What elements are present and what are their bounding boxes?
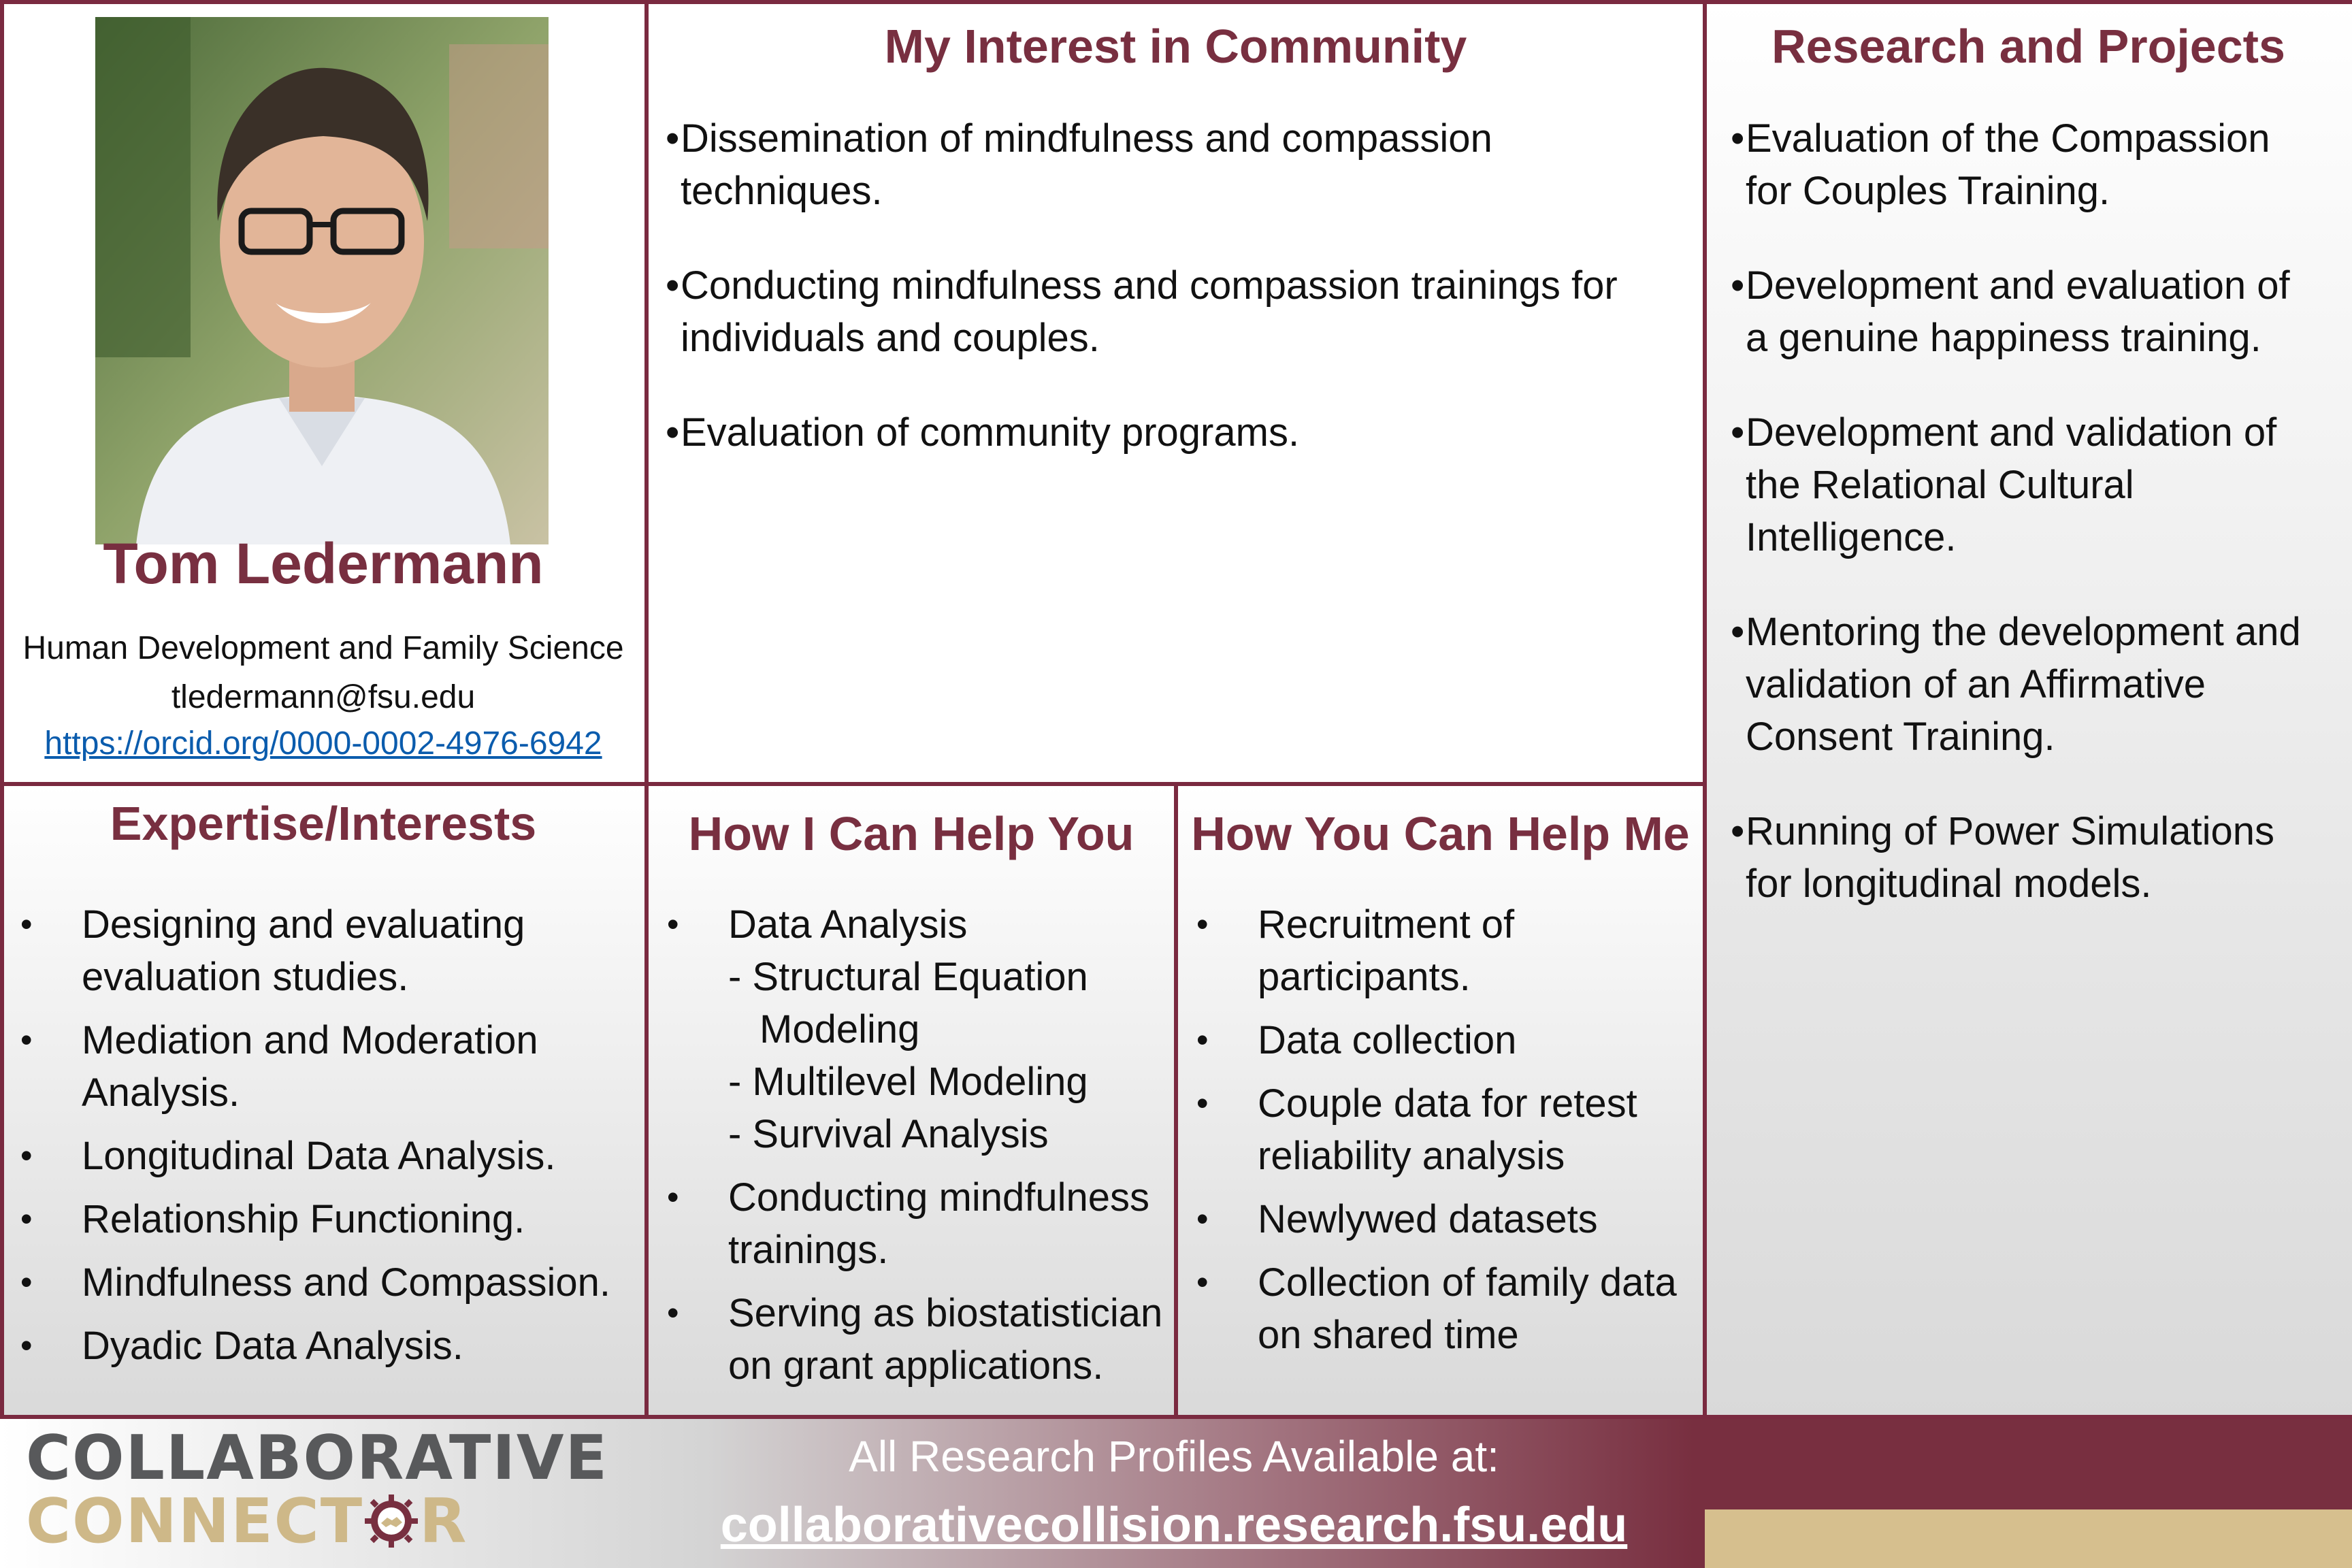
research-section [1705, 0, 2352, 1416]
list-item: • Recruitment of participants. [1196, 898, 1700, 1003]
expertise-section [0, 786, 647, 1416]
list-item: • Running of Power Simulations for longitudinal models. [1731, 805, 2343, 910]
help-me-section [1176, 786, 1705, 1416]
footer-gold-bar [1705, 1509, 2352, 1568]
list-item: • Mentoring the development and validation of an Affirmative Consent Training. [1731, 606, 2343, 763]
list-item: • Dyadic Data Analysis. [20, 1320, 633, 1372]
list-item: • Data Analysis - Structural Equation Modeling - Multilevel Modeling - Survival Analysis [667, 898, 1171, 1160]
profile-name: Tom Ledermann [103, 532, 544, 595]
expertise-title: Expertise/Interests [110, 797, 537, 850]
list-item: • Conducting mindfulness trainings. [667, 1171, 1171, 1276]
help-me-title: How You Can Help Me [1191, 807, 1690, 860]
expertise-list [20, 898, 633, 1383]
footer-tagline: All Research Profiles Available at: [849, 1432, 1499, 1481]
footer-url-link[interactable]: collaborativecollision.research.fsu.edu [720, 1498, 1628, 1552]
list-item: • Evaluation of community programs. [666, 406, 1686, 459]
list-item: • Couple data for retest reliability analysis [1196, 1077, 1700, 1182]
profile-email[interactable]: tledermann@fsu.edu [171, 679, 476, 715]
list-item: • Designing and evaluating evaluation studies. [20, 898, 633, 1003]
help-you-section [647, 786, 1176, 1416]
help-you-title: How I Can Help You [688, 807, 1134, 860]
research-title: Research and Projects [1771, 20, 2285, 73]
collaborative-connector-logo [26, 1422, 608, 1557]
help-me-list [1196, 898, 1700, 1372]
help-you-list [667, 898, 1171, 1403]
community-list [666, 112, 1686, 501]
list-item: • Evaluation of the Compassion for Couples Training. [1731, 112, 2343, 217]
list-item: • Dissemination of mindfulness and compassion techniques. [666, 112, 1686, 217]
profile-photo [95, 17, 549, 544]
list-item: • Data collection [1196, 1014, 1700, 1066]
list-item: • Relationship Functioning. [20, 1193, 633, 1245]
gear-handshake-icon [365, 1494, 418, 1548]
list-item: • Mediation and Moderation Analysis. [20, 1014, 633, 1119]
list-item: • Mindfulness and Compassion. [20, 1256, 633, 1309]
list-item: • Conducting mindfulness and compassion trainings for individuals and couples. [666, 259, 1686, 364]
research-list [1731, 112, 2343, 952]
list-item: • Collection of family data on shared time [1196, 1256, 1700, 1361]
profile-department: Human Development and Family Science [22, 630, 624, 666]
logo-line2: CONNECT R [26, 1486, 468, 1557]
list-item: • Development and validation of the Relational Cultural Intelligence. [1731, 406, 2343, 564]
community-section [647, 0, 1705, 783]
community-title: My Interest in Community [884, 20, 1467, 73]
list-item: • Longitudinal Data Analysis. [20, 1130, 633, 1182]
list-item: • Development and evaluation of a genuine happiness training. [1731, 259, 2343, 364]
list-item: • Newlywed datasets [1196, 1193, 1700, 1245]
logo-line1: COLLABORATIVE [26, 1422, 608, 1494]
list-item: • Serving as biostatistician on grant applications. [667, 1287, 1171, 1392]
profile-orcid-link[interactable]: https://orcid.org/0000-0002-4976-6942 [44, 725, 602, 762]
